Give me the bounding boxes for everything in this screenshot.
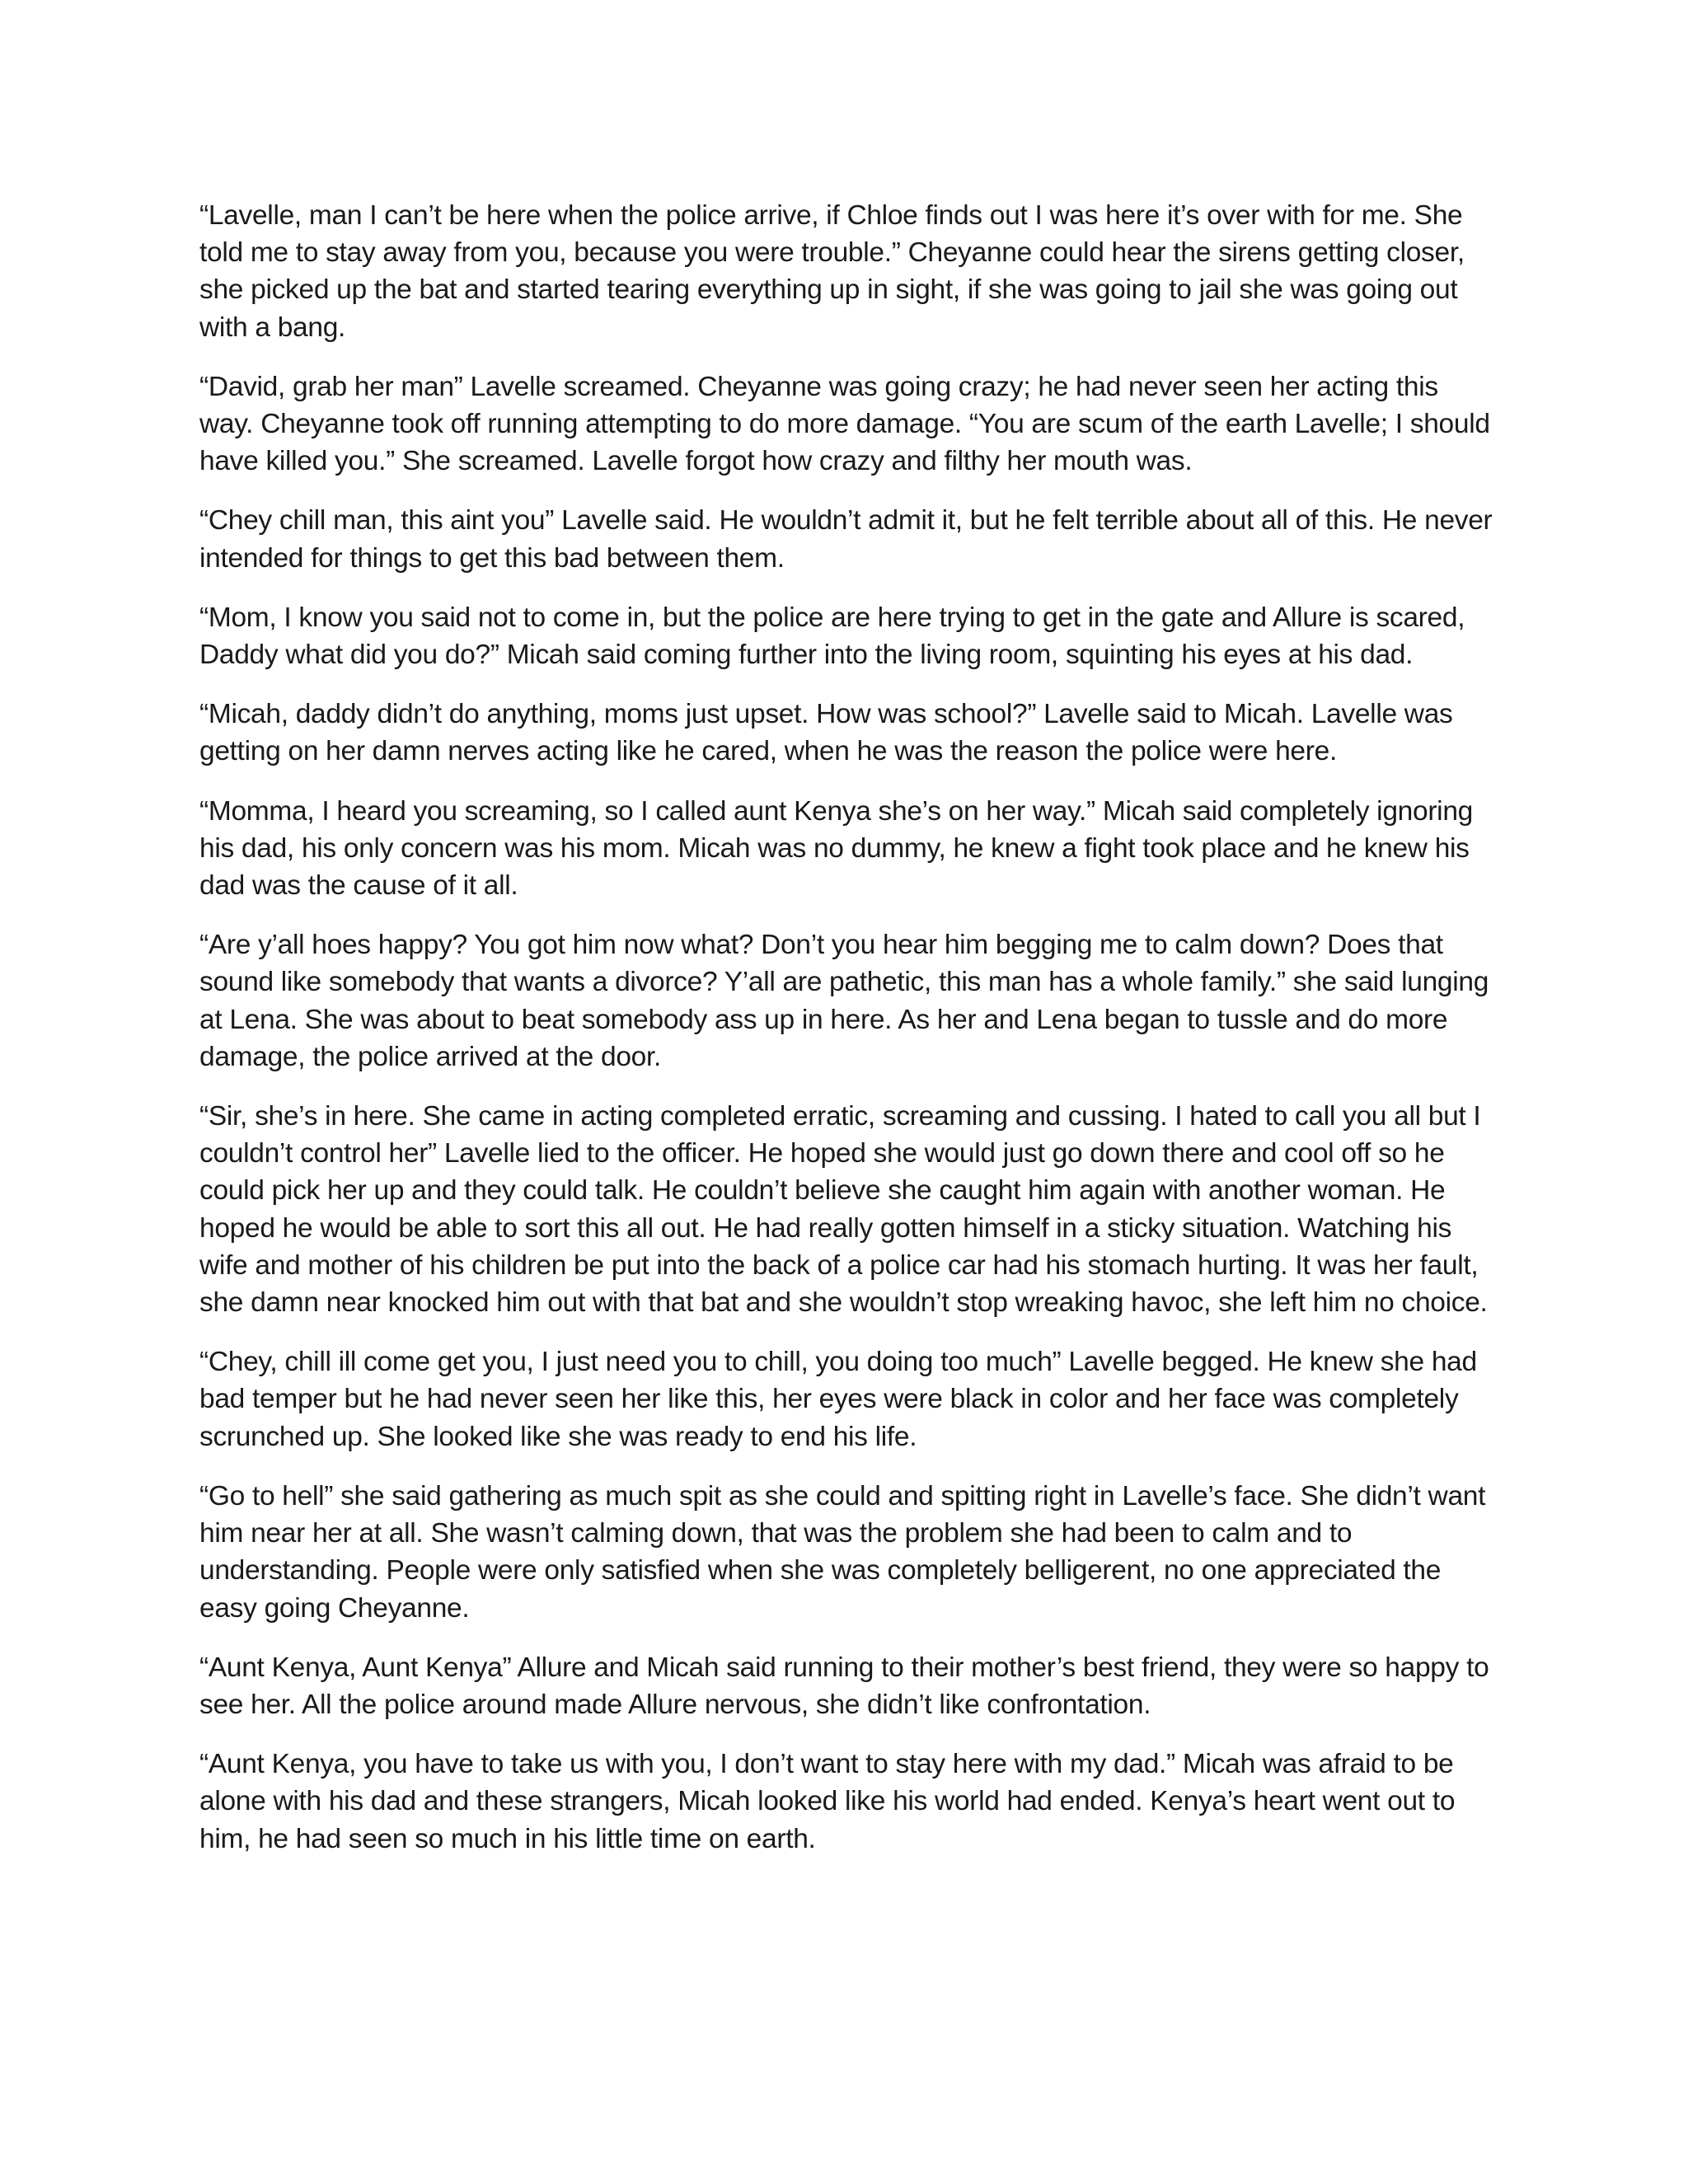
paragraph: “Lavelle, man I can’t be here when the police arrive, if Chloe finds out I was here it’s over with for me. She told me to stay away from you, because you were trouble.” Cheyanne could hear the sirens getting closer, she picked up the bat and started tearing everything up in sight, if she was going to jail she was going out with a bang. — [199, 200, 1465, 343]
paragraph: “Go to hell” she said gathering as much spit as she could and spitting right in Lavelle’s face. She didn’t want him near her at all. She wasn’t calming down, that was the problem she had been to calm and to understanding. People were only satisfied when she was completely belligerent, no one appreciated the easy going Cheyanne. — [199, 1480, 1486, 1624]
paragraph: “Chey, chill ill come get you, I just need you to chill, you doing too much” Lavelle begged. He knew she had bad temper but he had never seen her like this, her eyes were black in color and her face was completely scrunched up. She looked like she was ready to end his life. — [199, 1347, 1477, 1452]
paragraph: “David, grab her man” Lavelle screamed. Cheyanne was going crazy; he had never seen her acting this way. Cheyanne took off running attempting to do more damage. “You are scum of the earth Lavelle; I should have killed you.” She screamed. Lavelle forgot how crazy and filthy her mouth was. — [199, 371, 1490, 477]
paragraph: “Aunt Kenya, you have to take us with you, I don’t want to stay here with my dad.” Micah was afraid to be alone with his dad and these strangers, Micah looked like his world had ended. Kenya’s heart went out to him, he had seen so much in his little time on earth. — [199, 1749, 1456, 1854]
paragraph: “Micah, daddy didn’t do anything, moms just upset. How was school?” Lavelle said to Micah. Lavelle was getting on her damn nerves acting like he cared, when he was the reason the police were here. — [199, 699, 1453, 767]
paragraph: “Mom, I know you said not to come in, but the police are here trying to get in the gate and Allure is scared, Daddy what did you do?” Micah said coming further into the living room, squinting his eyes at his dad. — [199, 602, 1465, 671]
paragraph: “Momma, I heard you screaming, so I called aunt Kenya she’s on her way.” Micah said completely ignoring his dad, his only concern was his mom. Micah was no dummy, he knew a fight took place and he knew his dad was the cause of it all. — [199, 795, 1473, 902]
paragraph: “Sir, she’s in here. She came in acting completed erratic, screaming and cussing. I hated to call you all but I couldn’t control her” Lavelle lied to the officer. He hoped she would just go down there and cool off so he could pick her up and they could talk. He couldn’t believe she caught him again with another woman. He hoped he would be able to sort this all out. He had really gotten himself in a sticky situation. Watching his wife and mother of his children be put into the back of a police car had his stomach hurting. It was her fault, she damn near knocked him out with that bat and she wouldn’t stop wreaking havoc, she left him no choice. — [199, 1101, 1488, 1319]
paragraph: “Chey chill man, this aint you” Lavelle said. He wouldn’t admit it, but he felt terrible about all of this. He never intended for things to get this bad between them. — [199, 505, 1493, 574]
paragraph: “Aunt Kenya, Aunt Kenya” Allure and Micah said running to their mother’s best friend, they were so happy to see her. All the police around made Allure nervous, she didn’t like confrontation. — [199, 1652, 1489, 1720]
document-body — [199, 197, 1497, 1880]
paragraph: “Are y’all hoes happy? You got him now what? Don’t you hear him begging me to calm down? Does that sound like somebody that wants a divorce? Y’all are pathetic, this man has a whole family.” she said lunging at Lena. She was about to beat somebody ass up in here. As her and Lena began to tussle and do more damage, the police arrived at the door. — [199, 930, 1489, 1072]
